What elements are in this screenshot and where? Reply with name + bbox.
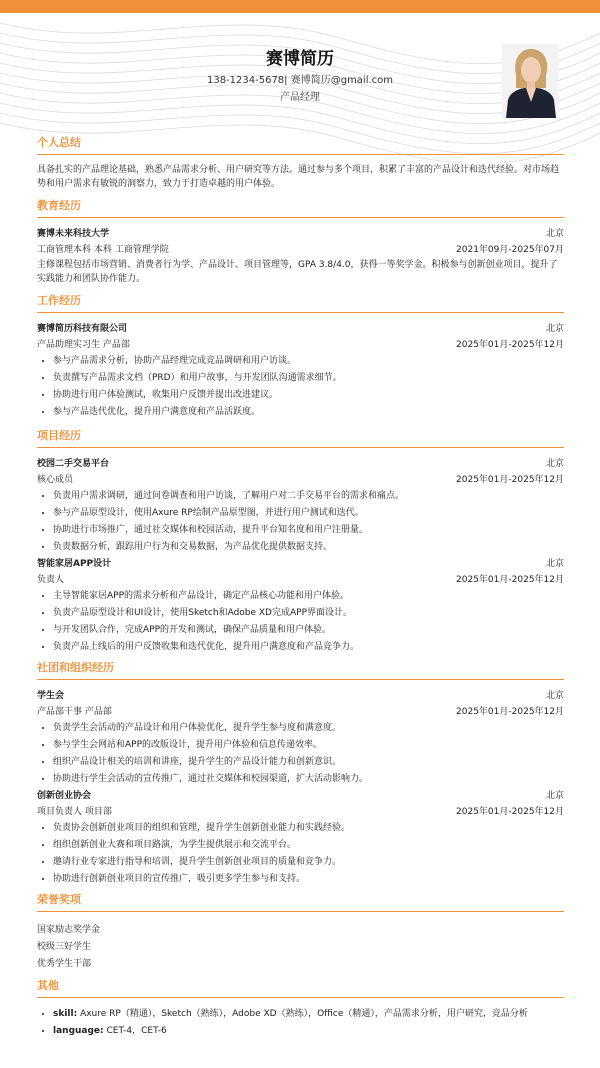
clubs-section — [37, 661, 564, 888]
education-section — [37, 199, 564, 286]
work-section — [37, 294, 564, 421]
section-divider — [37, 679, 564, 680]
skill-item — [53, 1006, 564, 1023]
project-name: 智能家居APP设计 — [37, 559, 112, 569]
project-role: 核心成员 — [37, 475, 74, 485]
club-name: 学生会 — [37, 691, 65, 701]
work-location: 北京 — [545, 324, 564, 334]
summary-text: 具备扎实的产品理论基础，熟悉产品需求分析、用户研究等方法。通过参与多个项目，积累了丰富的产品设计和迭代经验。对市场趋势和用户需求有敏锐的洞察力，致力于打造卓越的用户体验。 — [37, 165, 560, 189]
list-item: • 邀请行业专家进行指导和培训，提升学生创新创业项目的质量和竞争力。 — [53, 854, 564, 871]
section-divider — [37, 312, 564, 313]
section-divider — [37, 154, 564, 155]
list-item: • 协助进行学生会活动的宣传推广，通过社交媒体和校园渠道，扩大活动影响力。 — [53, 771, 564, 788]
education-desc: 主修课程包括市场营销、消费者行为学、产品设计、项目管理等，GPA 3.8/4.0，获得一等奖学金。积极参与创新创业项目，提升了实践能力和团队协作能力。 — [37, 260, 558, 284]
list-item: • 负责撰写产品需求文档（PRD）和用户故事，与开发团队沟通需求细节。 — [53, 370, 564, 387]
top-accent-bar — [0, 0, 600, 13]
language-text: CET-4，CET-6 — [103, 1026, 167, 1036]
list-item: • 负责协会创新创业项目的组织和管理，提升学生创新创业能力和实践经验。 — [53, 820, 564, 837]
job-title: 产品经理 — [280, 92, 320, 103]
list-item: • 主导智能家居APP的需求分析和产品设计，确定产品核心功能和用户体验。 — [53, 588, 564, 605]
section-divider — [37, 447, 564, 448]
project-date: 2025年01月-2025年12月 — [456, 575, 564, 585]
club-name: 创新创业协会 — [37, 791, 92, 801]
section-divider — [37, 997, 564, 998]
club-bullets — [37, 820, 564, 888]
skill-label: skill: — [53, 1009, 78, 1019]
school-name: 赛博未来科技大学 — [37, 229, 110, 239]
list-item: • 协助进行用户体验测试，收集用户反馈并提出改进建议。 — [53, 387, 564, 404]
list-item: • 参与产品迭代优化，提升用户满意度和产品活跃度。 — [53, 404, 564, 421]
other-list — [37, 1006, 564, 1040]
club-role: 项目负责人 项目部 — [37, 807, 112, 817]
education-heading: 教育经历 — [37, 199, 81, 212]
project-role: 负责人 — [37, 575, 65, 585]
summary-section — [37, 136, 564, 191]
list-item: • 组织产品设计相关的培训和讲座，提升学生的产品设计能力和创新意识。 — [53, 754, 564, 771]
honor-item: 校级三好学生 — [37, 942, 92, 952]
club-date: 2025年01月-2025年12月 — [456, 707, 564, 717]
list-item: • 参与学生会网站和APP的改版设计，提升用户体验和信息传递效率。 — [53, 737, 564, 754]
list-item: • 负责学生会活动的产品设计和用户体验优化，提升学生参与度和满意度。 — [53, 720, 564, 737]
list-item: • 负责产品原型设计和UI设计，使用Sketch和Adobe XD完成APP界面设计。 — [53, 605, 564, 622]
section-divider — [37, 217, 564, 218]
contact-info: 138-1234-5678| 赛博简历@gmail.com — [206, 75, 394, 86]
honors-heading: 荣誉奖项 — [37, 893, 81, 906]
summary-heading: 个人总结 — [37, 136, 81, 149]
section-divider — [37, 911, 564, 912]
club-location: 北京 — [545, 691, 564, 701]
list-item: • 协助进行创新创业项目的宣传推广，吸引更多学生参与和支持。 — [53, 871, 564, 888]
work-date: 2025年01月-2025年12月 — [456, 340, 564, 350]
club-location: 北京 — [545, 791, 564, 801]
projects-section — [37, 429, 564, 656]
education-date: 2021年09月-2025年07月 — [456, 245, 564, 255]
project-bullets — [37, 488, 564, 556]
project-bullets — [37, 588, 564, 656]
project-date: 2025年01月-2025年12月 — [456, 475, 564, 485]
project-location: 北京 — [545, 559, 564, 569]
list-item: • 与开发团队合作，完成APP的开发和测试，确保产品质量和用户体验。 — [53, 622, 564, 639]
language-label: language: — [53, 1026, 104, 1036]
club-bullets — [37, 720, 564, 788]
profile-photo — [502, 44, 558, 118]
list-item: • 协助进行市场推广，通过社交媒体和校园活动，提升平台知名度和用户注册量。 — [53, 522, 564, 539]
other-heading: 其他 — [37, 979, 59, 992]
work-bullets — [37, 353, 564, 421]
list-item: • 负责用户需求调研，通过问卷调查和用户访谈，了解用户对二手交易平台的需求和痛点。 — [53, 488, 564, 505]
other-section — [37, 979, 564, 1040]
work-heading: 工作经历 — [37, 294, 81, 307]
clubs-heading: 社团和组织经历 — [37, 661, 114, 674]
project-location: 北京 — [545, 459, 564, 469]
list-item: • 参与产品原型设计，使用Axure RP绘制产品原型图，并进行用户测试和迭代。 — [53, 505, 564, 522]
projects-heading: 项目经历 — [37, 429, 81, 442]
club-date: 2025年01月-2025年12月 — [456, 807, 564, 817]
list-item: • 参与产品需求分析，协助产品经理完成竞品调研和用户访谈。 — [53, 353, 564, 370]
honor-item: 国家励志奖学金 — [37, 925, 101, 935]
project-name: 校园二手交易平台 — [37, 459, 110, 469]
list-item: • 负责产品上线后的用户反馈收集和迭代优化，提升用户满意度和产品竞争力。 — [53, 639, 564, 656]
list-item: • 组织创新创业大赛和项目路演，为学生提供展示和交流平台。 — [53, 837, 564, 854]
degree: 工商管理本科 本科 工商管理学院 — [37, 245, 169, 255]
work-role: 产品助理实习生 产品部 — [37, 340, 130, 350]
honors-section — [37, 893, 564, 973]
company-name: 赛博简历科技有限公司 — [37, 324, 128, 334]
club-role: 产品部干事 产品部 — [37, 707, 112, 717]
school-location: 北京 — [545, 229, 564, 239]
list-item: • 负责数据分析，跟踪用户行为和交易数据，为产品优化提供数据支持。 — [53, 539, 564, 556]
candidate-name: 赛博简历 — [266, 49, 334, 69]
language-item — [53, 1023, 564, 1040]
skill-text: Axure RP（精通），Sketch（熟练），Adobe XD（熟练），Office（精通），产品需求分析，用户研究，竞品分析 — [77, 1009, 528, 1019]
honor-item: 优秀学生干部 — [37, 959, 92, 969]
